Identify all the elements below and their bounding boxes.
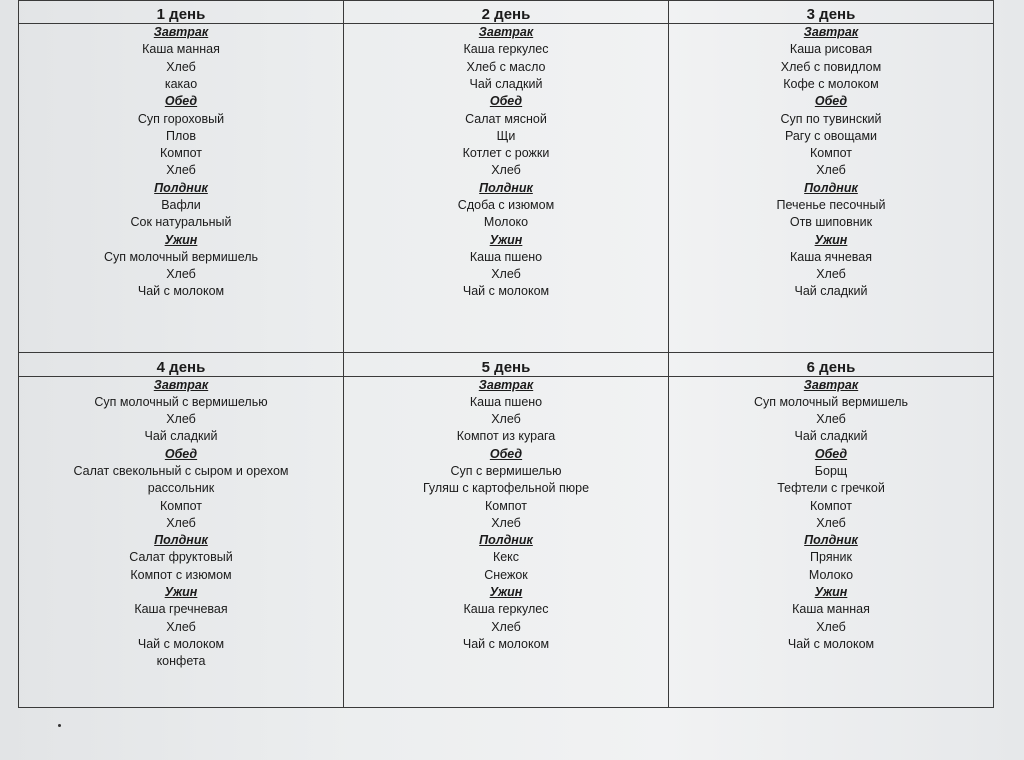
- menu-item: Хлеб: [491, 267, 521, 282]
- ink-dot: [58, 724, 61, 727]
- day-4-title: 4 день: [19, 353, 344, 376]
- menu-item: Суп молочный вермишель: [103, 249, 259, 264]
- menu-item: Щи: [496, 128, 516, 143]
- meal-heading: Завтрак: [153, 25, 209, 40]
- menu-item: Кофе с молоком: [783, 76, 879, 91]
- header-row-bottom: [19, 353, 994, 376]
- meal-heading: Полдник: [804, 533, 858, 548]
- menu-item: Салат свекольный с сыром и орехом: [73, 464, 289, 478]
- menu-item: Хлеб: [491, 163, 521, 178]
- menu-item: Котлет с рожки: [462, 146, 550, 161]
- menu-item: Суп молочный вермишель: [753, 394, 909, 409]
- menu-item: Компот с изюмом: [130, 567, 232, 582]
- menu-item: Каша геркулес: [463, 602, 549, 617]
- day-1-title: 1 день: [19, 1, 344, 24]
- meal-heading: Обед: [814, 94, 848, 109]
- menu-item: Каша манная: [142, 42, 220, 57]
- day-4-menu: [19, 376, 344, 707]
- menu-item: Хлеб: [166, 412, 196, 427]
- meal-heading: Полдник: [479, 180, 533, 195]
- menu-item: конфета: [156, 654, 206, 669]
- menu-item: Компот: [160, 498, 202, 513]
- menu-item: Молоко: [808, 567, 854, 582]
- day-3-menu: [669, 24, 994, 353]
- menu-item: Чай с молоком: [137, 284, 225, 299]
- menu-item: Снежок: [484, 567, 528, 582]
- menu-item: Сдоба с изюмом: [457, 198, 555, 212]
- menu-item: Хлеб с масло: [466, 59, 546, 74]
- meal-heading: Полдник: [479, 533, 533, 548]
- menu-item: Каша пшено: [469, 249, 543, 264]
- menu-item: Рагу с овощами: [784, 128, 878, 143]
- menu-item: Салат фруктовый: [129, 550, 233, 565]
- menu-item: Каша манная: [792, 602, 870, 617]
- menu-item: Компот: [160, 146, 202, 161]
- menu-item: Суп молочный с вермишелью: [94, 394, 268, 409]
- menu-item: Каша пшено: [469, 394, 543, 409]
- menu-item: Чай с молоком: [787, 636, 875, 651]
- menu-item: Компот: [485, 498, 527, 513]
- menu-item: Хлеб: [166, 163, 196, 178]
- menu-item: Каша рисовая: [789, 42, 873, 57]
- body-row-top: [19, 24, 994, 353]
- menu-item: Хлеб: [491, 515, 521, 530]
- day-1-menu: [19, 24, 344, 353]
- menu-table: [18, 0, 994, 708]
- menu-item: Каша геркулес: [463, 42, 549, 57]
- menu-item: Хлеб: [816, 163, 846, 178]
- meal-heading: Полдник: [804, 180, 858, 195]
- menu-item: Хлеб: [816, 619, 846, 634]
- meal-heading: Ужин: [489, 585, 523, 600]
- menu-item: Хлеб: [166, 619, 196, 634]
- menu-item: Чай с молоком: [462, 636, 550, 651]
- meal-heading: Завтрак: [803, 25, 859, 40]
- menu-item: Молоко: [483, 215, 529, 230]
- menu-item: Каша ячневая: [789, 249, 873, 264]
- menu-item: рассольник: [147, 481, 215, 496]
- menu-item: Хлеб: [816, 515, 846, 530]
- day-5-title: 5 день: [344, 353, 669, 376]
- meal-heading: Завтрак: [478, 25, 534, 40]
- header-row-top: [19, 1, 994, 24]
- menu-item: какао: [164, 76, 198, 91]
- body-row-bottom: [19, 376, 994, 707]
- menu-item: Сок натуральный: [130, 215, 232, 230]
- day-3-title: 3 день: [669, 1, 994, 24]
- menu-item: Каша гречневая: [134, 602, 228, 617]
- meal-heading: Ужин: [164, 585, 198, 600]
- menu-item: Чай сладкий: [794, 429, 868, 444]
- menu-item: Чай сладкий: [144, 429, 218, 444]
- meal-heading: Ужин: [814, 232, 848, 247]
- meal-heading: Завтрак: [803, 377, 859, 392]
- menu-item: Тефтели с гречкой: [777, 481, 885, 496]
- meal-heading: Обед: [164, 446, 198, 461]
- menu-item: Хлеб: [166, 59, 196, 74]
- meal-heading: Ужин: [164, 232, 198, 247]
- meal-heading: Завтрак: [478, 377, 534, 392]
- menu-item: Компот из курага: [456, 429, 556, 444]
- meal-heading: Завтрак: [153, 377, 209, 392]
- menu-item: Компот: [810, 498, 852, 513]
- menu-item: Чай с молоком: [137, 636, 225, 651]
- menu-item: Гуляш с картофельной пюре: [422, 481, 590, 496]
- menu-item: Хлеб: [816, 412, 846, 427]
- menu-item: Салат мясной: [465, 111, 547, 126]
- menu-item: Хлеб с повидлом: [780, 59, 882, 74]
- meal-heading: Обед: [489, 446, 523, 461]
- meal-heading: Полдник: [154, 180, 208, 195]
- menu-item: Суп гороховый: [137, 111, 225, 126]
- meal-heading: Обед: [164, 94, 198, 109]
- day-5-menu: [344, 376, 669, 707]
- menu-item: Чай сладкий: [469, 76, 543, 91]
- menu-item: Печенье песочный: [776, 198, 886, 212]
- menu-item: Отв шиповник: [789, 215, 873, 230]
- menu-item: Хлеб: [816, 267, 846, 282]
- menu-item: Компот: [810, 146, 852, 161]
- day-2-title: 2 день: [344, 1, 669, 24]
- menu-item: Хлеб: [166, 515, 196, 530]
- menu-item: Суп по тувинский: [780, 111, 882, 126]
- meal-heading: Полдник: [154, 533, 208, 548]
- menu-item: Пряник: [810, 550, 852, 565]
- menu-item: Чай сладкий: [794, 284, 868, 299]
- menu-item: Суп с вермишелью: [450, 464, 562, 478]
- meal-heading: Обед: [489, 94, 523, 109]
- day-6-menu: [669, 376, 994, 707]
- menu-item: Плов: [165, 128, 196, 143]
- menu-item: Хлеб: [166, 267, 196, 282]
- day-6-title: 6 день: [669, 353, 994, 376]
- meal-heading: Ужин: [489, 232, 523, 247]
- day-2-menu: [344, 24, 669, 353]
- menu-item: Борщ: [814, 464, 848, 478]
- menu-item: Хлеб: [491, 412, 521, 427]
- menu-item: Кекс: [492, 550, 520, 565]
- menu-item: Чай с молоком: [462, 284, 550, 299]
- menu-item: Вафли: [161, 198, 201, 212]
- meal-heading: Обед: [814, 446, 848, 461]
- menu-item: Хлеб: [491, 619, 521, 634]
- meal-heading: Ужин: [814, 585, 848, 600]
